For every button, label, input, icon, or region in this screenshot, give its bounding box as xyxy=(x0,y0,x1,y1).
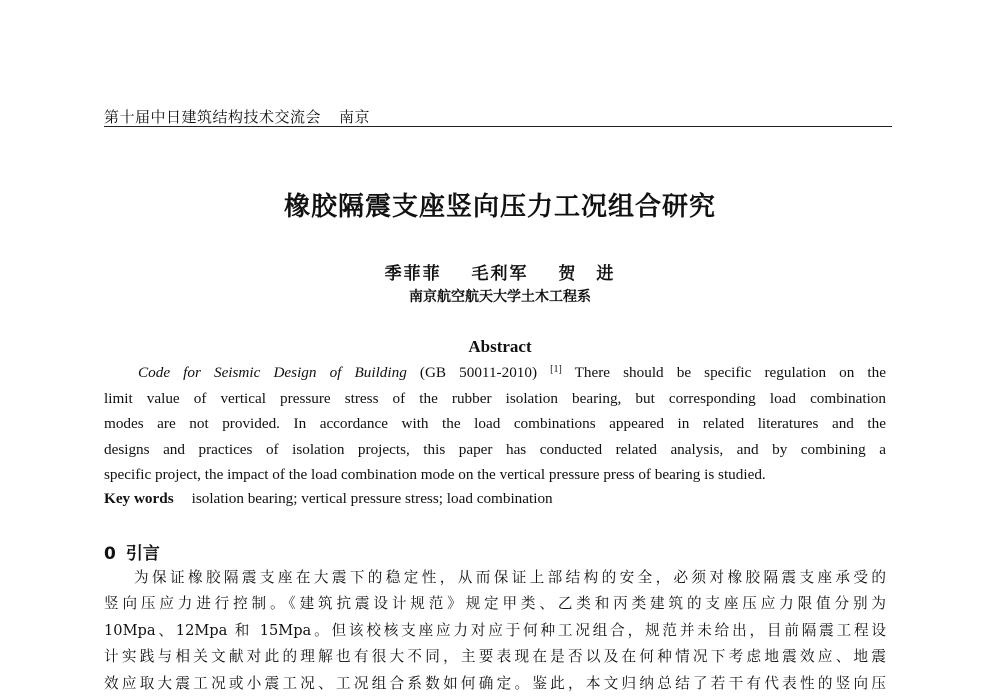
header-rule xyxy=(104,126,892,127)
author-1: 季菲菲 xyxy=(384,264,442,284)
running-header xyxy=(104,106,890,127)
abstract-line: designs and practices of isolation projects, this paper has conducted related analysis, and by combining a xyxy=(104,440,886,458)
keywords-text: isolation bearing; vertical pressure stress; load combination xyxy=(191,490,553,507)
abstract-line: specific project, the impact of the load combination mode on the vertical pressure press of bearing is studied. xyxy=(104,466,766,484)
abstract-line: modes are not provided. In accordance with the load combinations appeared in related literatures and the xyxy=(104,415,886,433)
abstract-line: limit value of vertical pressure stress of the rubber isolation bearing, but corresponding load combination xyxy=(104,389,886,407)
section-number: 0 xyxy=(104,544,116,564)
keywords xyxy=(104,490,886,508)
code-number: (GB 50011-2010) xyxy=(419,364,538,381)
author-2: 毛利军 xyxy=(471,264,529,284)
author-3: 贺 进 xyxy=(558,264,616,284)
abstract-heading: Abstract xyxy=(468,337,532,356)
body-line: 10Mpa、12Mpa 和 15Mpa。但该校核支座应力对应于何种工况组合，规范并未给出，目前隔震工程设 xyxy=(104,621,886,639)
reference-marker: [1] xyxy=(550,364,562,375)
body-line: 竖向压应力进行控制。《建筑抗震设计规范》规定甲类、乙类和丙类建筑的支座压应力限值分别为 xyxy=(104,595,886,613)
keywords-label: Key words xyxy=(104,490,174,507)
abstract-body xyxy=(104,360,886,488)
body-line: 计实践与相关文献对此的理解也有很大不同，主要表现在是否以及在何种情况下考虑地震效应、地震 xyxy=(104,648,886,666)
section-body xyxy=(104,565,886,697)
code-title: Code for Seismic Design of Building xyxy=(138,364,407,381)
paper-title: 橡胶隔震支座竖向压力工况组合研究 xyxy=(283,192,716,222)
conference-city: 南京 xyxy=(339,108,371,126)
section-heading xyxy=(104,539,160,564)
body-line: 为保证橡胶隔震支座在大震下的稳定性，从而保证上部结构的安全，必须对橡胶隔震支座承受的 xyxy=(134,569,886,586)
abstract-line xyxy=(104,360,886,386)
author-list xyxy=(0,259,1000,284)
conference-name: 第十届中日建筑结构技术交流会 xyxy=(104,108,322,126)
section-title: 引言 xyxy=(125,544,160,564)
affiliation: 南京航空航天大学土木工程系 xyxy=(409,289,591,305)
abstract-line-1-text: There should be specific regulation on the xyxy=(574,364,886,381)
body-line: 效应取大震工况或小震工况、工况组合系数如何确定。鉴此，本文归纳总结了若干有代表性的竖向压 xyxy=(104,674,886,692)
